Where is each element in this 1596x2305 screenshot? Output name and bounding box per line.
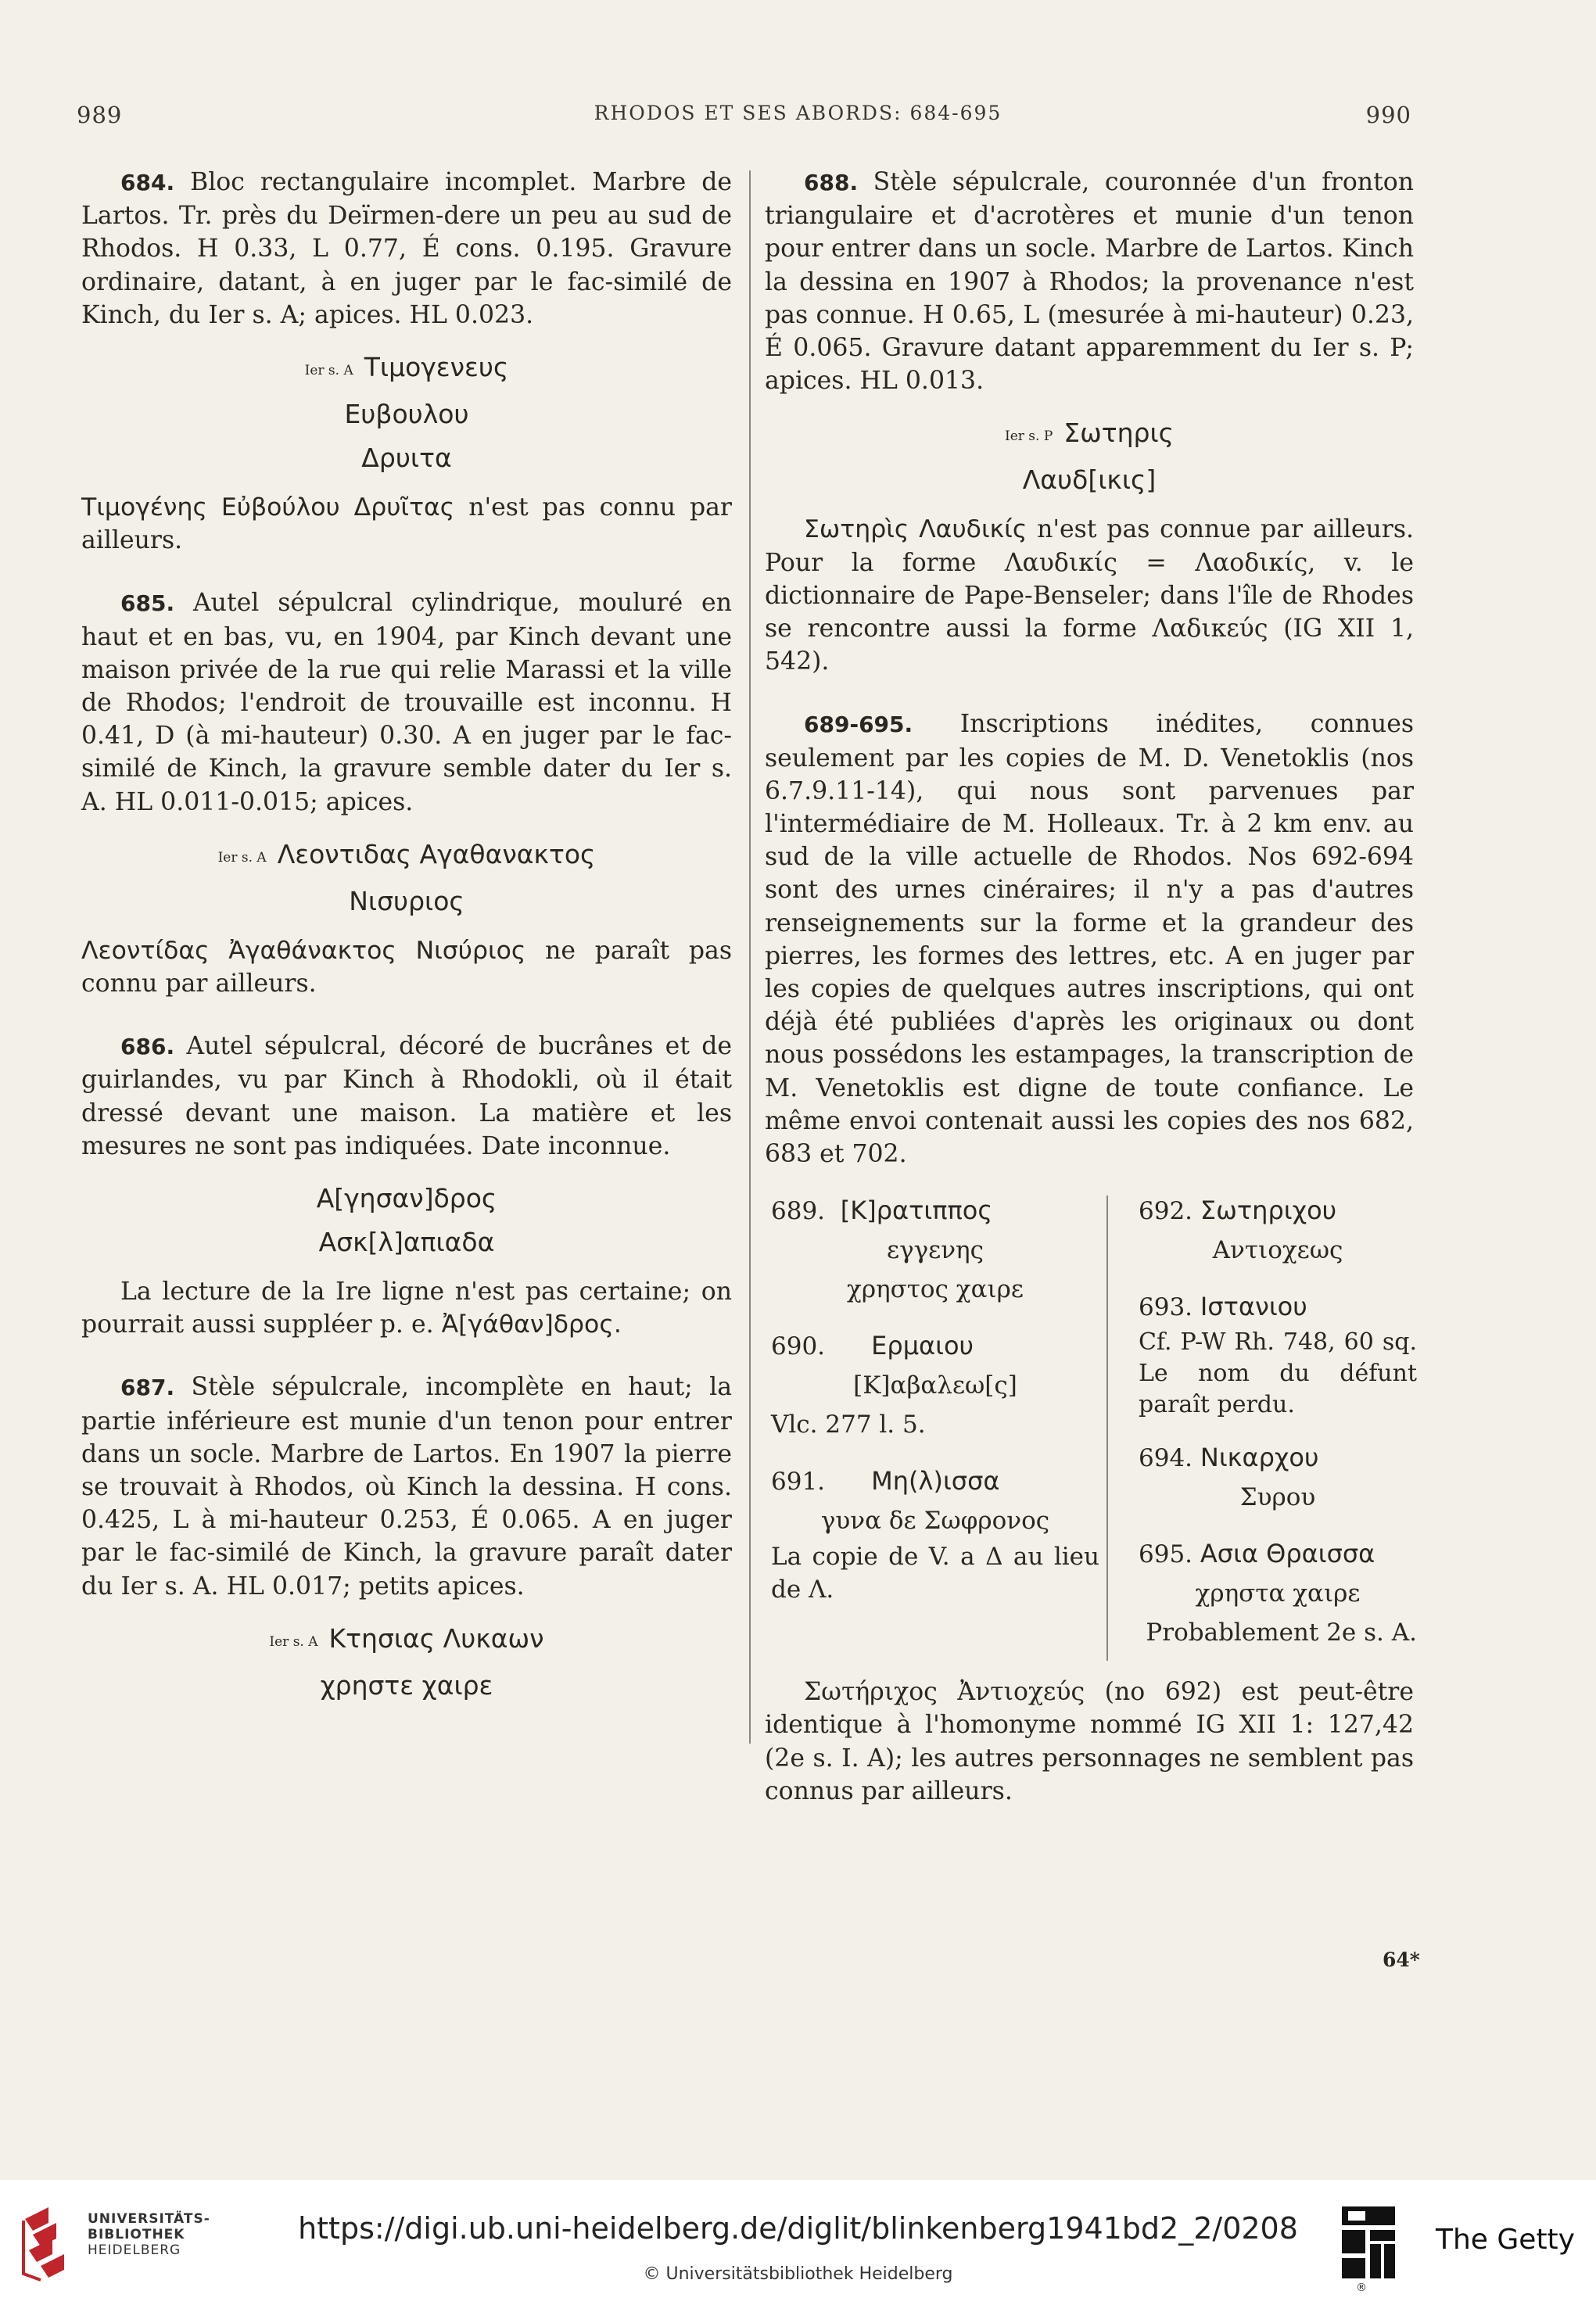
entry-number: 695. <box>1139 1540 1193 1569</box>
entry-number: 692. <box>1139 1197 1193 1226</box>
greek-text: Λεοντίδας Ἀγαθάνακτος Νισύριος <box>81 936 526 965</box>
entry-687 <box>81 1371 732 1602</box>
getty-logo-icon <box>1342 2206 1395 2278</box>
inscription-686 <box>81 1177 732 1264</box>
comment-text: n'est pas connu par ailleurs. <box>81 493 732 555</box>
inscription-line: Ιστανιου <box>1200 1292 1307 1322</box>
inscription-685 <box>81 833 732 923</box>
logo-text-line: HEIDELBERG <box>88 2242 181 2258</box>
entry-number: 694. <box>1139 1444 1193 1473</box>
sub-entries-right <box>1139 1191 1417 1652</box>
permalink-url[interactable]: https://digi.ub.uni-heidelberg.de/diglit/blinkenberg1941bd2_2/0208 <box>298 2211 1298 2246</box>
running-title: RHODOS ET SES ABORDS: 684-695 <box>594 102 1002 124</box>
signature-mark: 64* <box>1383 1948 1420 1971</box>
inscription-line: γυνα δε Σωφρονος <box>820 1507 1050 1536</box>
final-comment: Σωτήριχος Ἀντιοχεύς (no 692) est peut-être identique à l'homonyme nommé IG XII 1: 127,42 (2e s. I. A); les autres personnages ne semblent pas connus par ailleurs. <box>765 1678 1414 1805</box>
entry-number: 688. <box>804 170 859 195</box>
date-label: Ier s. A <box>217 849 267 866</box>
entry-text: Inscriptions inédites, connues seulement par les copies de M. D. Venetoklis (nos 6.7.9.11-14), qui nous sont parvenues par l'intermédiaire de M. Holleaux. Tr. à 2 km env. au sud de la ville actuelle de Rhodos. Nos 692-694 sont des urnes cinéraires; il n'y a pas d'autres renseignements sur la forme et la grandeur des pierres, les formes des lettres, etc. A en juger par les copies de quelques autres inscriptions, qui ont déjà été publiées d'après les originaux ou dont nous possédons les estampages, la transcription de M. Venetoklis est digne de toute confiance. Le même envoi contenait aussi les copies des nos 682, 683 et 702. <box>765 710 1414 1169</box>
entry-text: Stèle sépulcrale, couronnée d'un fronton triangulaire et d'acrotères et munie d'un tenon pour entrer dans un socle. Marbre de Lartos. Kinch la dessina en 1907 à Rhodos; la provenance n'est pas connue. H 0.65, L (mesurée à mi-hauteur) 0.23, É 0.065. Gravure datant apparemment du Ier s. P; apices. HL 0.013. <box>765 168 1414 396</box>
inscription-line: Λαυδ[ικις] <box>1022 464 1157 496</box>
entry-number: 686. <box>120 1034 175 1060</box>
entry-text: Autel sépulcral, décoré de bucrânes et de guirlandes, vu par Kinch à Rhodokli, où il était dressé devant une maison. La matière et les mesures ne sont pas indiquées. Date inconnue. <box>81 1032 733 1160</box>
inscription-line: Κτησιας Λυκαων <box>328 1622 544 1654</box>
entry-number: 689-695. <box>804 712 913 738</box>
inscription-line: Νικαρχου <box>1200 1443 1319 1473</box>
date-label: Ier s. A <box>304 363 353 379</box>
inscription-line: Μη(λ)ισσα <box>871 1466 1000 1497</box>
entry-number: 693. <box>1139 1293 1193 1322</box>
registered-mark: ® <box>1356 2282 1367 2294</box>
inscription-line: Ερμαιου <box>871 1331 974 1361</box>
note-text: Vlc. 277 l. 5. <box>771 1411 926 1439</box>
inscription-line: χρηστε χαιρε <box>320 1669 493 1701</box>
sub-entries <box>765 1191 1417 1676</box>
logo-text-line: BIBLIOTHEK <box>88 2227 185 2242</box>
entry-688 <box>765 166 1414 397</box>
inscription-line: χρηστος χαιρε <box>847 1275 1024 1304</box>
inscription-line: [Κ]ρατιππος <box>840 1196 993 1226</box>
sub-column-divider <box>1106 1196 1108 1661</box>
inscription-line: Α[γησαν]δρος <box>316 1183 497 1214</box>
entry-text: Bloc rectangulaire incomplet. Marbre de Lartos. Tr. près du Deïrmen-dere un peu au sud de Rhodos. H 0.33, L 0.77, É cons. 0.195. Gravure ordinaire, datant, à en juger par le fac-similé de Kinch, du Ier s. A; apices. HL 0.023. <box>81 168 733 329</box>
entry-689-695 <box>765 708 1414 1170</box>
inscription-line: χρηστα χαιρε <box>1195 1579 1361 1608</box>
date-label: Ier s. P <box>1004 428 1053 445</box>
column-divider <box>749 170 751 1744</box>
greek-text: Σωτηρὶς Λαυδικίς <box>804 515 1028 544</box>
comment-686 <box>81 1275 732 1341</box>
comment-685 <box>81 934 732 1000</box>
inscription-line: Σωτηριχου <box>1200 1196 1337 1226</box>
comment-688 <box>765 513 1414 678</box>
inscription-line: [Κ]αβαλεω[ς] <box>853 1371 1017 1400</box>
comment-684 <box>81 491 732 557</box>
entry-number: 689. <box>771 1197 826 1226</box>
entry-number: 685. <box>120 590 175 617</box>
left-column <box>81 166 732 1719</box>
inscription-line: Νισυριος <box>349 885 464 916</box>
comment-text: n'est pas connue par ailleurs. Pour la forme Λαυδικίς = Λαοδικίς, v. le dictionnaire de Pape-Benseler; dans l'île de Rhodes se rencontre aussi la forme Λαδικεύς (IG XII 1, 542). <box>765 515 1414 676</box>
entry-685 <box>81 586 732 818</box>
inscription-687 <box>81 1617 732 1708</box>
right-column <box>765 166 1417 1808</box>
logo-text-line: UNIVERSITÄTS- <box>88 2211 210 2227</box>
inscription-line: Αντιοχεως <box>1212 1236 1343 1265</box>
note-text: Cf. P-W Rh. 748, 60 sq. Le nom du défunt paraît perdu. <box>1139 1328 1417 1419</box>
inscription-line: Δρυιτα <box>361 443 452 474</box>
page-number-left: 989 <box>77 102 123 128</box>
entry-684 <box>81 166 732 332</box>
inscription-line: Τιμογενευς <box>364 352 509 383</box>
sub-entries-left <box>771 1191 1099 1606</box>
copyright-notice: © Universitätsbibliothek Heidelberg <box>643 2264 953 2284</box>
inscription-line: Συρου <box>1239 1483 1316 1512</box>
inscription-line: Λεοντιδας Αγαθανακτος <box>277 838 596 869</box>
inscription-line: εγγενης <box>887 1236 984 1265</box>
note-text: Probablement 2e s. A. <box>1146 1619 1417 1647</box>
entry-number: 687. <box>120 1375 175 1401</box>
inscription-688 <box>765 411 1414 502</box>
entry-number: 690. <box>771 1332 826 1361</box>
entry-text: Autel sépulcral cylindrique, mouluré en haut et en bas, vu, en 1904, par Kinch devant une maison privée de la rue qui relie Marassi et la ville de Rhodos; l'endroit de trouvaille est inconnu. H 0.41, D (à mi-hauteur) 0.30. A en juger par le fac-similé de Kinch, la gravure semble dater du Ier s. A. HL 0.011-0.015; apices. <box>81 589 732 816</box>
inscription-line: Ευβουλου <box>344 399 469 430</box>
inscription-684 <box>81 346 732 480</box>
greek-text: Ἀ[γάθαν]δρος. <box>441 1310 622 1339</box>
note-text: La copie de V. a Δ au lieu de Λ. <box>771 1543 1099 1604</box>
entry-text: Stèle sépulcrale, incomplète en haut; la partie inférieure est munie d'un tenon pour entrer dans un socle. Marbre de Lartos. En 1907 la pierre se trouvait à Rhodos, où Kinch la dessina. H cons. 0.425, L à mi-hauteur 0.253, É 0.065. A en juger par le fac-similé de Kinch, la gravure paraît dater du Ier s. A. HL 0.017; petits apices. <box>81 1373 732 1601</box>
comment-text: La lecture de la Ire ligne n'est pas certaine; on pourrait aussi suppléer p. e. <box>81 1278 732 1339</box>
greek-text: Τιμογένης Εὐβούλου Δρυῖτας <box>81 493 455 522</box>
inscription-line: Σωτηρις <box>1063 418 1175 449</box>
viewer-footer <box>0 2180 1596 2305</box>
inscription-line: Ασια Θραισσα <box>1200 1539 1375 1569</box>
entry-686 <box>81 1030 732 1163</box>
entry-number: 691. <box>771 1468 826 1497</box>
inscription-line: Ασκ[λ]απιαδα <box>318 1227 495 1258</box>
comment-text: ne paraît pas connu par ailleurs. <box>81 936 733 998</box>
getty-name: The Getty <box>1436 2224 1575 2256</box>
page-number-right: 990 <box>1365 102 1411 128</box>
entry-number: 684. <box>120 170 175 195</box>
date-label: Ier s. A <box>269 1633 318 1650</box>
